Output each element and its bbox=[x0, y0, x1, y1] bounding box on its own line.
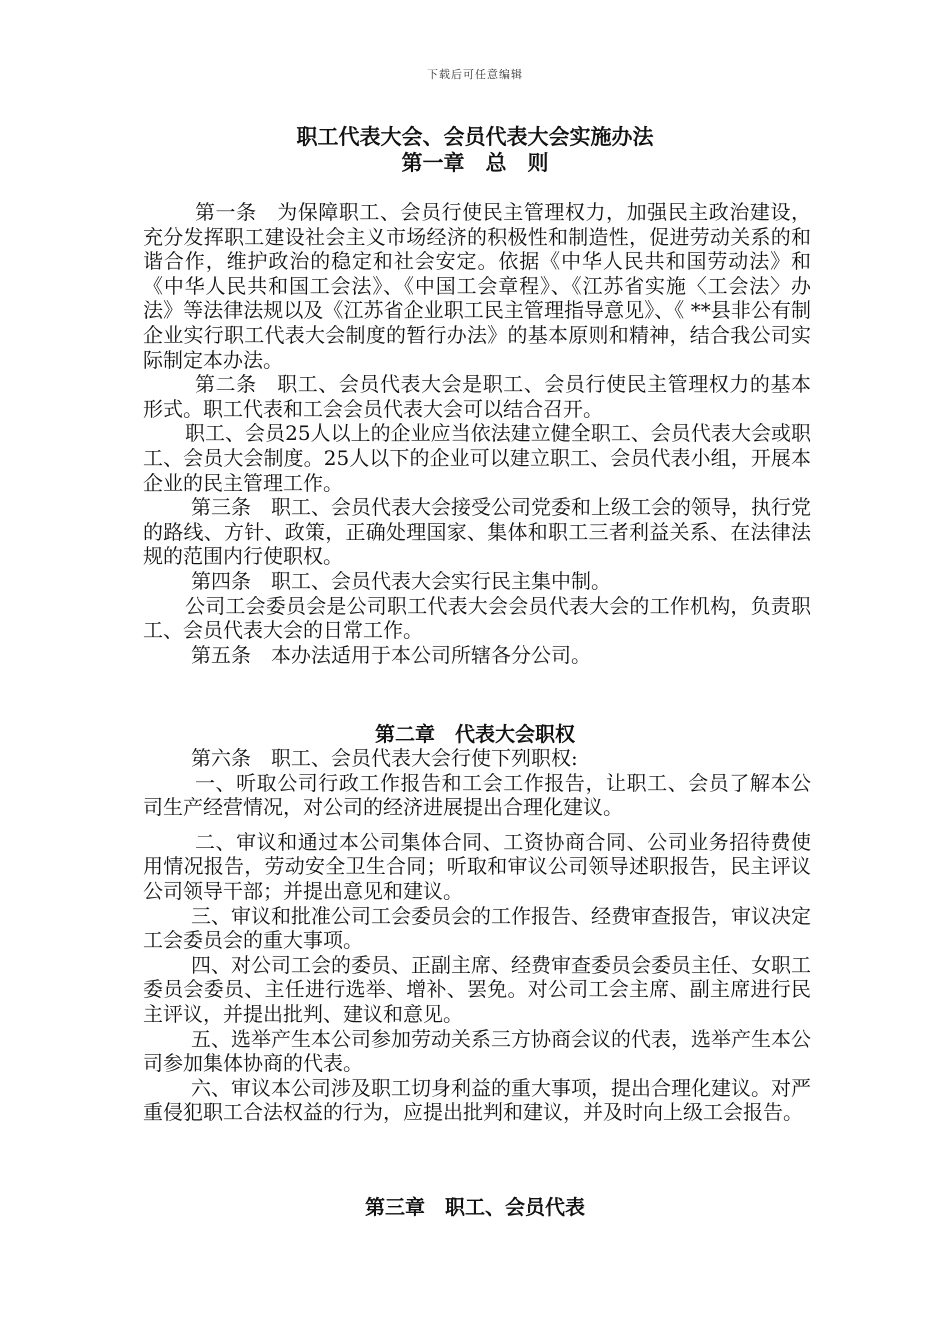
article-5: 第五条 本办法适用于本公司所辖各分公司。 bbox=[191, 642, 591, 667]
chapter-3-heading: 第三章 职工、会员代表 bbox=[365, 1195, 585, 1219]
article-6-item-5: 五、选举产生本公司参加劳动关系三方协商会议的代表，选举产生本公司参加集体协商的代表。 bbox=[143, 1026, 811, 1076]
article-6-item-6: 六、审议本公司涉及职工切身利益的重大事项，提出合理化建议。对严重侵犯职工合法权益的行为，应提出批判和建议，并及时向上级工会报告。 bbox=[143, 1075, 811, 1125]
article-6-item-4: 四、对公司工会的委员、正副主席、经费审查委员会委员主任、女职工委员会委员、主任进行选举、增补、罢免。对公司工会主席、副主席进行民主评议，并提出批判、建议和意见。 bbox=[143, 952, 811, 1026]
chapter-1-body bbox=[143, 200, 811, 667]
header-note: 下载后可任意编辑 bbox=[427, 68, 523, 81]
article-4-paragraph-2: 公司工会委员会是公司职工代表大会会员代表大会的工作机构，负责职工、会员代表大会的日常工作。 bbox=[143, 593, 811, 643]
chapter-1-heading: 第一章 总 则 bbox=[401, 150, 549, 175]
article-6-item-3: 三、审议和批准公司工会委员会的工作报告、经费审查报告，审议决定工会委员会的重大事项。 bbox=[143, 903, 811, 953]
article-3: 第三条 职工、会员代表大会接受公司党委和上级工会的领导，执行党的路线、方针、政策，正确处理国家、集体和职工三者利益关系、在法律法规的范围内行使职权。 bbox=[143, 495, 811, 569]
article-1: 第一条 为保障职工、会员行使民主管理权力，加强民主政治建设，充分发挥职工建设社会主义市场经济的积极性和制造性，促进劳动关系的和谐合作，维护政治的稳定和社会安定。依据《中华人民共和国劳动法》和《中华人民共和国工会法》、《中国工会章程》、《江苏省实施〈工会法〉办法》等法律法规以及《江苏省企业职工民主管理指导意见》、《 **县非公有制企业实行职工代表大会制度的暂行办法》的基本原则和精神，结合我公司实际制定本办法。 bbox=[143, 200, 811, 372]
article-6: 第六条 职工、会员代表大会行使下列职权: bbox=[191, 746, 578, 770]
chapter-2-heading: 第二章 代表大会职权 bbox=[375, 722, 575, 746]
article-6-item-1: 一、听取公司行政工作报告和工会工作报告，让职工、会员了解本公司生产经营情况，对公司的经济进展提出合理化建议。 bbox=[143, 770, 811, 820]
document-title: 职工代表大会、会员代表大会实施办法 bbox=[296, 124, 654, 149]
chapter-2-body bbox=[143, 746, 811, 1125]
article-2-paragraph-2: 职工、会员25人以上的企业应当依法建立健全职工、会员代表大会或职工、会员大会制度。25人以下的企业可以建立职工、会员代表小组，开展本企业的民主管理工作。 bbox=[143, 421, 811, 495]
article-4: 第四条 职工、会员代表大会实行民主集中制。 bbox=[191, 568, 611, 593]
article-6-item-2: 二、审议和通过本公司集体合同、工资协商合同、公司业务招待费使用情况报告，劳动安全卫生合同；听取和审议公司领导述职报告，民主评议公司领导干部；并提出意见和建议。 bbox=[143, 829, 811, 903]
article-2: 第二条 职工、会员代表大会是职工、会员行使民主管理权力的基本形式。职工代表和工会会员代表大会可以结合召开。 bbox=[143, 372, 811, 421]
